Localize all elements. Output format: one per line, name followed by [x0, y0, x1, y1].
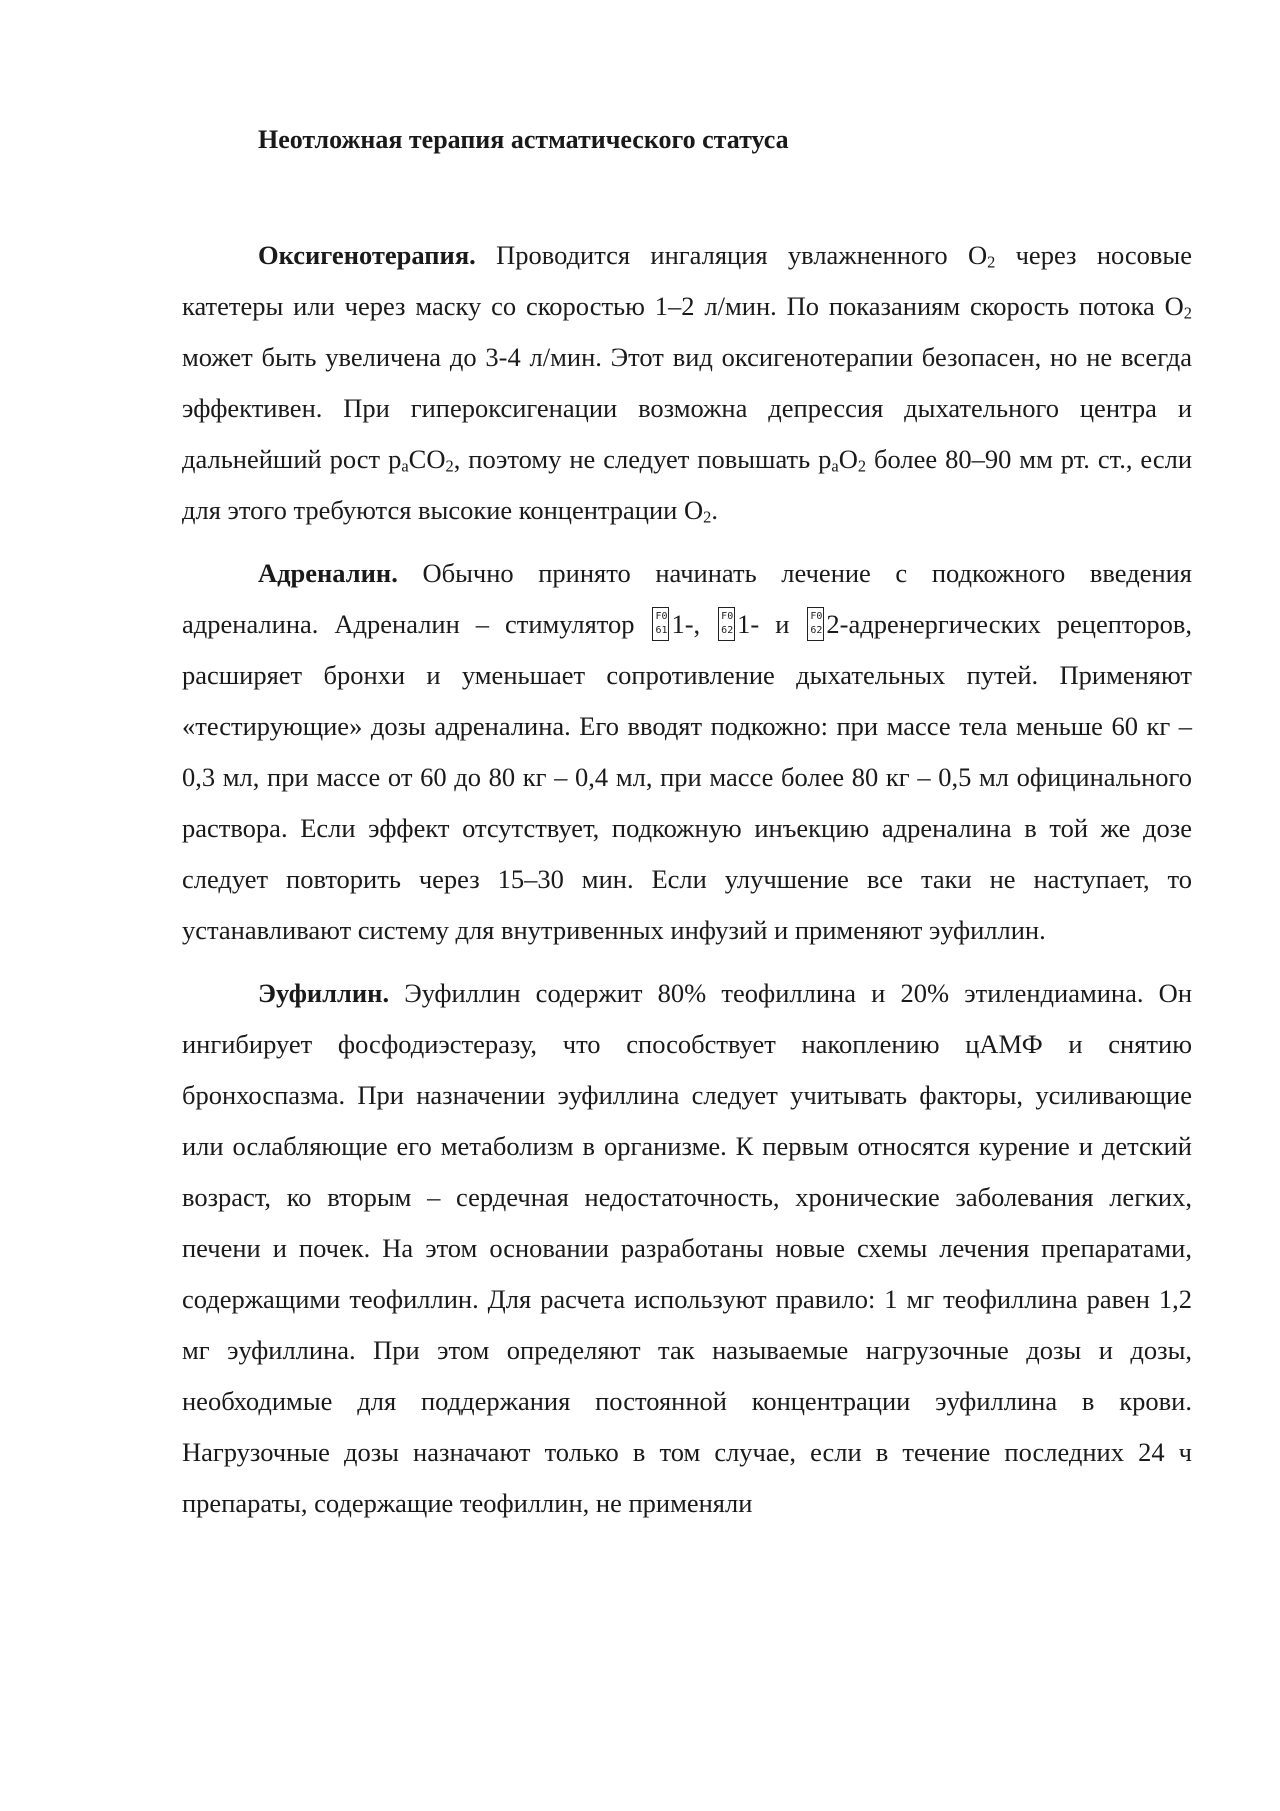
subscript: 2	[703, 507, 712, 527]
paragraph-text: более 80–90 мм рт. ст., если для этого требуются высокие концентрации O	[182, 444, 1193, 525]
missing-glyph-box	[718, 607, 735, 641]
paragraph-text: O	[838, 444, 858, 474]
paragraph-text: CO	[408, 444, 446, 474]
missing-glyph-code: 62	[810, 625, 823, 636]
subscript: 2	[1183, 303, 1192, 323]
missing-glyph-box	[807, 607, 824, 641]
paragraph-text: 1-,	[671, 609, 717, 639]
paragraph-lead: Адреналин.	[258, 558, 398, 588]
missing-glyph-box	[652, 607, 669, 641]
paragraph-euphylline	[182, 968, 1192, 1529]
paragraph-text: 1- и	[737, 609, 806, 639]
subscript: a	[831, 456, 839, 476]
paragraph-adrenaline	[182, 548, 1192, 956]
paragraph-text: Эуфиллин содержит 80% теофиллина и 20% этилендиамина. Он ингибирует фосфодиэстеразу, что способствует накоплению цАМФ и снятию бронхоспазма. При назначении эуфиллина следует учитывать факторы, усиливающие или ослабляющие его метаболизм в организме. К первым относятся курение и детский возраст, ко вторым – сердечная недостаточность, хронические заболевания легких, печени и почек. На этом основании разработаны новые схемы лечения препаратами, содержащими теофиллин. Для расчета используют правило: 1 мг теофиллина равен 1,2 мг эуфиллина. При этом определяют так называемые нагрузочные дозы и дозы, необходимые для поддержания постоянной концентрации эуфиллина в крови. Нагрузочные дозы назначают только в том случае, если в течение последних 24 ч препараты, содержащие теофиллин, не применяли	[182, 978, 1192, 1518]
paragraph-text: может быть увеличена до 3-4 л/мин. Этот вид оксигенотерапии безопасен, но не всегда эффективен. При гипероксигенации возможна депрессия дыхательного центра и дальнейший рост p	[182, 342, 1192, 474]
paragraph-lead: Эуфиллин.	[258, 978, 390, 1008]
paragraph-text: 2-адренергических рецепторов, расширяет бронхи и уменьшает сопротивление дыхательных путей. Применяют «тестирующие» дозы адреналина. Его вводят подкожно: при массе тела меньше 60 кг – 0,3 мл, при массе от 60 до 80 кг – 0,4 мл, при массе более 80 кг – 0,5 мл официнального раствора. Если эффект отсутствует, подкожную инъекцию адреналина в той же дозе следует повторить через 15–30 мин. Если улучшение все таки не наступает, то устанавливают систему для внутривенных инфузий и применяют эуфиллин.	[182, 609, 1193, 945]
subscript: 2	[987, 252, 996, 272]
missing-glyph-code: F0	[655, 611, 668, 622]
subscript: 2	[445, 456, 454, 476]
paragraph-text: Проводится ингаляция увлажненного O	[475, 240, 988, 270]
subscript: 2	[857, 456, 867, 476]
document-body	[182, 230, 1192, 1541]
missing-glyph-code: F0	[810, 611, 823, 622]
paragraph-lead: Оксигенотерапия.	[258, 240, 476, 270]
paragraph-oxygen-therapy	[182, 230, 1192, 536]
paragraph-text: .	[711, 495, 718, 525]
paragraph-text: через носовые катетеры или через маску со скоростью 1–2 л/мин. По показаниям скорость потока O	[182, 240, 1192, 321]
page-title: Неотложная терапия астматического статуса	[258, 125, 789, 154]
paragraph-text: Обычно принято начинать лечение с подкожного введения адреналина. Адреналин – стимулятор	[182, 558, 1192, 639]
missing-glyph-code: 62	[721, 625, 734, 636]
missing-glyph-code: F0	[721, 611, 734, 622]
paragraph-text: , поэтому не следует повышать p	[453, 444, 832, 474]
subscript: a	[401, 456, 409, 476]
missing-glyph-code: 61	[655, 625, 668, 636]
